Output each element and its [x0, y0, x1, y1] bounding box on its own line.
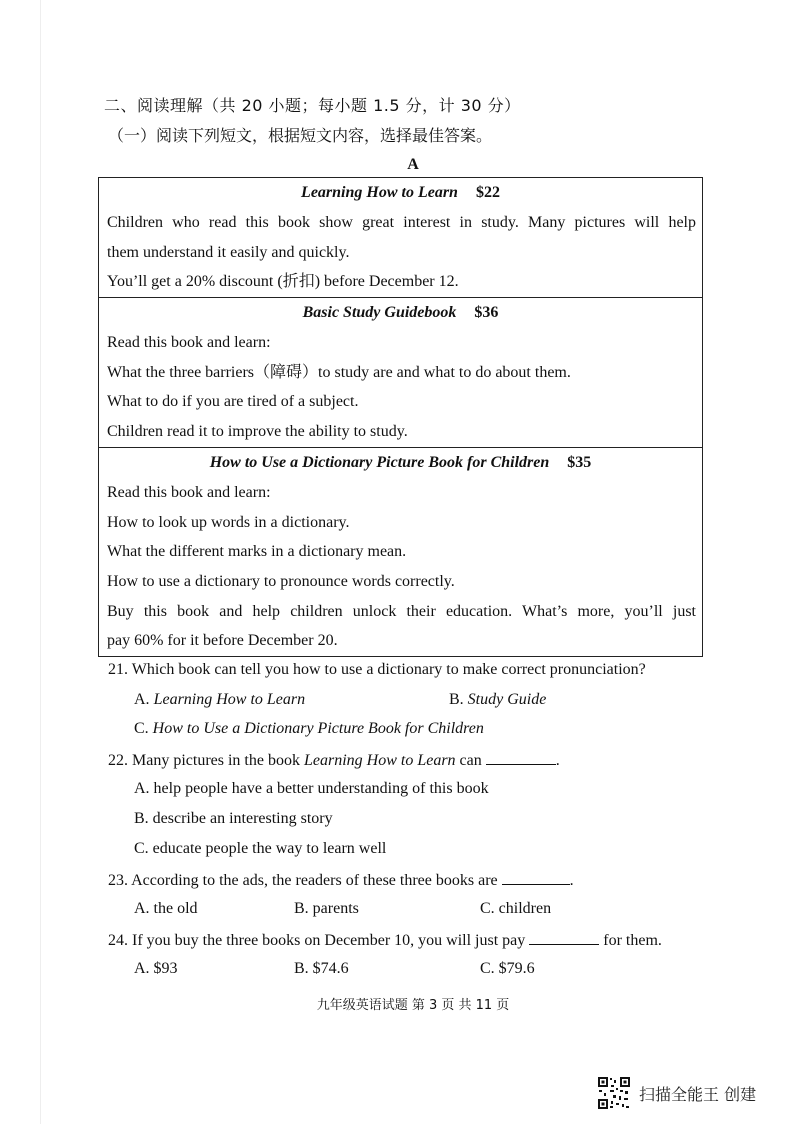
ad-line: What to do if you are tired of a subject. — [107, 393, 359, 411]
page-footer: 九年级英语试题 第 3 页 共 11 页 — [316, 998, 510, 1013]
question-24-option-c: C. $79.6 — [480, 960, 535, 977]
ad-heading — [99, 448, 702, 478]
answer-blank — [502, 870, 570, 885]
question-21-stem: 21. Which book can tell you how to use a dictionary to make correct pronunciation? — [108, 661, 646, 678]
question-22-option-a: A. help people have a better understanding of this book — [134, 780, 489, 797]
section-title: 二、阅读理解（共 20 小题；每小题 1.5 分，计 30 分） — [104, 96, 521, 115]
question-24-option-b: B. $74.6 — [294, 960, 349, 977]
stem-text: 23. According to the ads, the readers of these three books are — [108, 872, 498, 889]
question-24-stem — [108, 930, 662, 950]
ad-line: What the three barriers（障碍）to study are and what to do about them. — [107, 363, 571, 381]
question-21-option-c — [134, 720, 484, 738]
ad-line: What the different marks in a dictionary mean. — [107, 543, 407, 561]
passage-label: A — [407, 156, 419, 173]
question-22-option-b: B. describe an interesting story — [134, 810, 333, 827]
option-text: How to Use a Dictionary Picture Book for Children — [152, 720, 484, 737]
question-23-option-c: C. children — [480, 900, 552, 917]
ad-dictionary-picture-book — [99, 447, 702, 656]
option-letter: B. — [449, 691, 464, 708]
ad-basic-study-guidebook — [99, 297, 702, 447]
answer-blank — [529, 930, 599, 945]
ad-book-title: Learning How to Learn — [301, 184, 458, 201]
question-23-option-a: A. the old — [134, 900, 198, 917]
stem-text: can — [455, 752, 482, 769]
question-21-option-a — [134, 691, 305, 709]
ad-learning-how-to-learn — [99, 178, 702, 297]
ad-price: $35 — [567, 453, 592, 471]
ad-table — [98, 177, 703, 657]
ad-line: Buy this book and help children unlock their education. What’s more, you’ll just — [107, 602, 696, 620]
option-text: Study Guide — [467, 691, 547, 708]
ad-line: Read this book and learn: — [107, 334, 271, 352]
stem-end: . — [569, 872, 574, 889]
ad-line: them understand it easily and quickly. — [107, 243, 350, 261]
question-22-option-c: C. educate people the way to learn well — [134, 840, 387, 857]
stem-text: 24. If you buy the three books on December 10, you will just pay — [108, 932, 526, 949]
ad-heading — [99, 298, 702, 328]
option-text: Learning How to Learn — [153, 691, 306, 708]
ad-price: $22 — [475, 184, 500, 201]
stem-end: . — [555, 752, 560, 769]
question-21-option-b — [449, 691, 546, 709]
section-subtitle: （一）阅读下列短文，根据短文内容，选择最佳答案。 — [108, 126, 493, 145]
question-23-stem — [108, 870, 574, 890]
ad-book-title: How to Use a Dictionary Picture Book for Children — [209, 453, 550, 471]
question-22-stem — [108, 750, 560, 770]
ad-line: How to look up words in a dictionary. — [107, 513, 350, 531]
stem-book-title: Learning How to Learn — [303, 752, 456, 769]
answer-blank — [486, 750, 556, 765]
ad-line: Children read it to improve the ability to study. — [107, 423, 408, 441]
ad-line: Children who read this book show great interest in study. Many pictures will help — [107, 214, 696, 231]
ad-line: How to use a dictionary to pronounce words correctly. — [107, 572, 455, 590]
stem-text: for them. — [603, 932, 662, 949]
question-23-option-b: B. parents — [294, 900, 359, 917]
ad-book-title: Basic Study Guidebook — [302, 304, 457, 322]
ad-line: You’ll get a 20% discount (折扣) before December 12. — [107, 273, 459, 291]
ad-heading — [99, 178, 702, 208]
ad-price: $36 — [474, 304, 499, 322]
scanner-watermark: 扫描全能王 创建 — [639, 1085, 757, 1104]
qr-code-icon — [597, 1076, 631, 1110]
stem-text: 22. Many pictures in the book — [108, 752, 304, 769]
option-letter: C. — [134, 720, 149, 737]
question-24-option-a: A. $93 — [134, 960, 178, 977]
ad-line: pay 60% for it before December 20. — [107, 632, 338, 650]
ad-line: Read this book and learn: — [107, 483, 271, 501]
option-letter: A. — [134, 691, 150, 708]
